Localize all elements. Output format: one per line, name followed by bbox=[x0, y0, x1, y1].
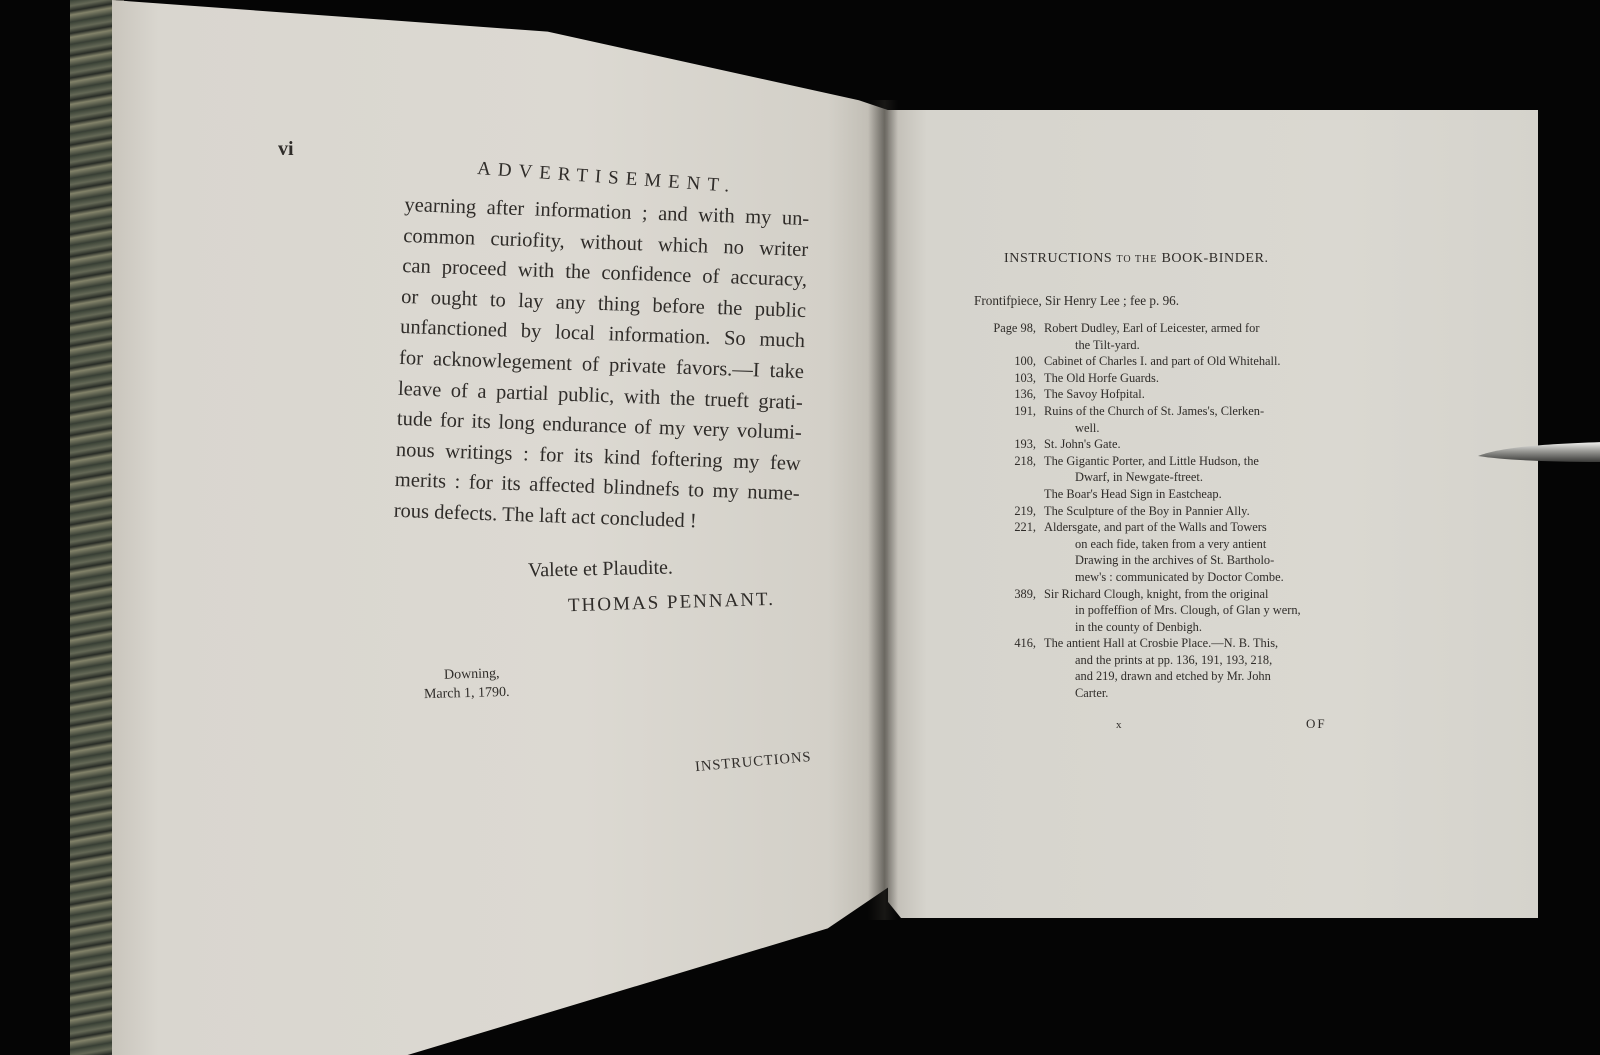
plate-line: The Gigantic Porter, and Little Hudson, the bbox=[1044, 453, 1259, 468]
plate-entry bbox=[974, 635, 1346, 701]
body-line: yearning after information ; and with my un- bbox=[404, 193, 810, 231]
plate-line: Sir Richard Clough, knight, from the original bbox=[1044, 586, 1269, 601]
plate-line: the Tilt-yard. bbox=[1075, 337, 1140, 352]
instructions-heading bbox=[1004, 251, 1269, 267]
plate-entry bbox=[974, 503, 1346, 520]
plate-line: St. John's Gate. bbox=[1044, 437, 1121, 452]
body-line: nous writings : for its kind foftering my few bbox=[395, 438, 802, 475]
catchword-left: INSTRUCTIONS bbox=[694, 748, 813, 776]
advertisement-heading: ADVERTISEMENT. bbox=[476, 158, 737, 198]
plate-entry bbox=[974, 453, 1346, 486]
plate-page-number: 416, bbox=[1014, 636, 1036, 651]
author-signature: THOMAS PENNANT. bbox=[567, 588, 776, 617]
plate-page-number: 389, bbox=[1014, 586, 1036, 601]
plate-page-number: 193, bbox=[1014, 437, 1036, 452]
plate-description bbox=[1044, 486, 1346, 503]
heading-small: TO THE bbox=[1116, 254, 1158, 265]
plate-line: and 219, drawn and etched by Mr. John bbox=[1075, 669, 1271, 684]
plate-line: mew's : communicated by Doctor Combe. bbox=[1075, 569, 1284, 584]
plate-line: The antient Hall at Crosbie Place.—N. B. This, bbox=[1044, 636, 1279, 651]
body-line: merits : for its affected blindnefs to my nume- bbox=[394, 469, 801, 506]
plate-page-number: 218, bbox=[1014, 453, 1036, 468]
plate-page-number: 221, bbox=[1014, 520, 1036, 535]
plate-entry bbox=[974, 436, 1346, 453]
plate-line: Robert Dudley, Earl of Leicester, armed for bbox=[1044, 321, 1260, 335]
plate-entry bbox=[974, 403, 1346, 436]
plate-entry bbox=[974, 519, 1346, 585]
plate-description bbox=[1044, 586, 1346, 636]
plate-description bbox=[1044, 403, 1346, 436]
body-line: for acknowlegement of private favors.—I take bbox=[398, 346, 805, 383]
plate-page-number: 103, bbox=[1014, 370, 1036, 385]
plate-line: The Savoy Hofpital. bbox=[1044, 387, 1145, 402]
body-line: or ought to lay any thing before the public bbox=[400, 285, 807, 322]
frontispiece-line: Frontifpiece, Sir Henry Lee ; fee p. 96. bbox=[974, 293, 1180, 308]
plate-description bbox=[1044, 320, 1346, 353]
plate-line: well. bbox=[1075, 420, 1100, 435]
body-line: rous defects. The laft act concluded ! bbox=[393, 499, 698, 533]
plate-line: Carter. bbox=[1075, 686, 1109, 701]
plate-description bbox=[1044, 386, 1346, 403]
marbled-cover-edge bbox=[70, 0, 118, 1055]
plate-description bbox=[1044, 436, 1346, 453]
page-number: vi bbox=[278, 138, 294, 160]
plate-description bbox=[1044, 453, 1346, 486]
plate-entry bbox=[974, 486, 1346, 503]
plate-line: The Old Horfe Guards. bbox=[1044, 370, 1159, 385]
plate-entry bbox=[974, 353, 1346, 370]
signature-mark: x bbox=[1116, 719, 1122, 731]
body-line: tude for its long endurance of my very volumi- bbox=[396, 408, 803, 445]
plate-page-number: 136, bbox=[1014, 387, 1036, 402]
plate-description bbox=[1044, 635, 1346, 701]
heading-end: BOOK-BINDER. bbox=[1161, 251, 1269, 266]
plate-page-number: 219, bbox=[1014, 503, 1036, 518]
plate-page-number: 100, bbox=[1014, 354, 1036, 369]
place-line: Downing, bbox=[443, 666, 500, 683]
book-gutter bbox=[868, 100, 898, 920]
plate-description bbox=[1044, 519, 1346, 585]
plate-line: in poffeffion of Mrs. Clough, of Glan y wern, bbox=[1075, 603, 1301, 618]
plate-line: Drawing in the archives of St. Bartholo- bbox=[1075, 553, 1275, 568]
body-line: common curiofity, without which no writer bbox=[403, 224, 809, 261]
plate-entry bbox=[974, 386, 1346, 403]
plate-description bbox=[1044, 370, 1346, 387]
plate-line: The Boar's Head Sign in Eastcheap. bbox=[1044, 486, 1222, 501]
plate-line: in the county of Denbigh. bbox=[1075, 619, 1202, 634]
plate-line: and the prints at pp. 136, 191, 193, 218, bbox=[1075, 652, 1273, 667]
plate-entry bbox=[974, 586, 1346, 636]
plate-description bbox=[1044, 503, 1346, 520]
plate-line: Dwarf, in Newgate-ftreet. bbox=[1075, 470, 1203, 485]
plate-line: Aldersgate, and part of the Walls and Towers bbox=[1044, 520, 1267, 535]
body-line: unfanctioned by local information. So much bbox=[399, 316, 806, 353]
valediction: Valete et Plaudite. bbox=[527, 556, 674, 582]
date-line: March 1, 1790. bbox=[423, 684, 510, 703]
plate-list bbox=[974, 320, 1346, 702]
plate-entry bbox=[974, 370, 1346, 387]
plate-line: Cabinet of Charles I. and part of Old Whitehall. bbox=[1044, 354, 1281, 369]
body-line: can proceed with the confidence of accuracy, bbox=[401, 255, 808, 292]
plate-page-number: 191, bbox=[1014, 403, 1036, 418]
advertisement-body bbox=[393, 190, 809, 540]
plate-line: Ruins of the Church of St. James's, Clerken- bbox=[1044, 403, 1265, 418]
body-line: leave of a partial public, with the trueft grati- bbox=[397, 377, 804, 414]
plate-line: The Sculpture of the Boy in Pannier Ally. bbox=[1044, 503, 1250, 518]
plate-line: on each fide, taken from a very antient bbox=[1075, 536, 1267, 551]
heading-main: INSTRUCTIONS bbox=[1004, 251, 1113, 266]
plate-entry bbox=[974, 320, 1346, 353]
plate-description bbox=[1044, 353, 1346, 370]
plate-page-number: Page 98, bbox=[993, 321, 1036, 335]
page-marker-blade bbox=[1478, 440, 1600, 468]
catchword-right: OF bbox=[1306, 716, 1327, 731]
